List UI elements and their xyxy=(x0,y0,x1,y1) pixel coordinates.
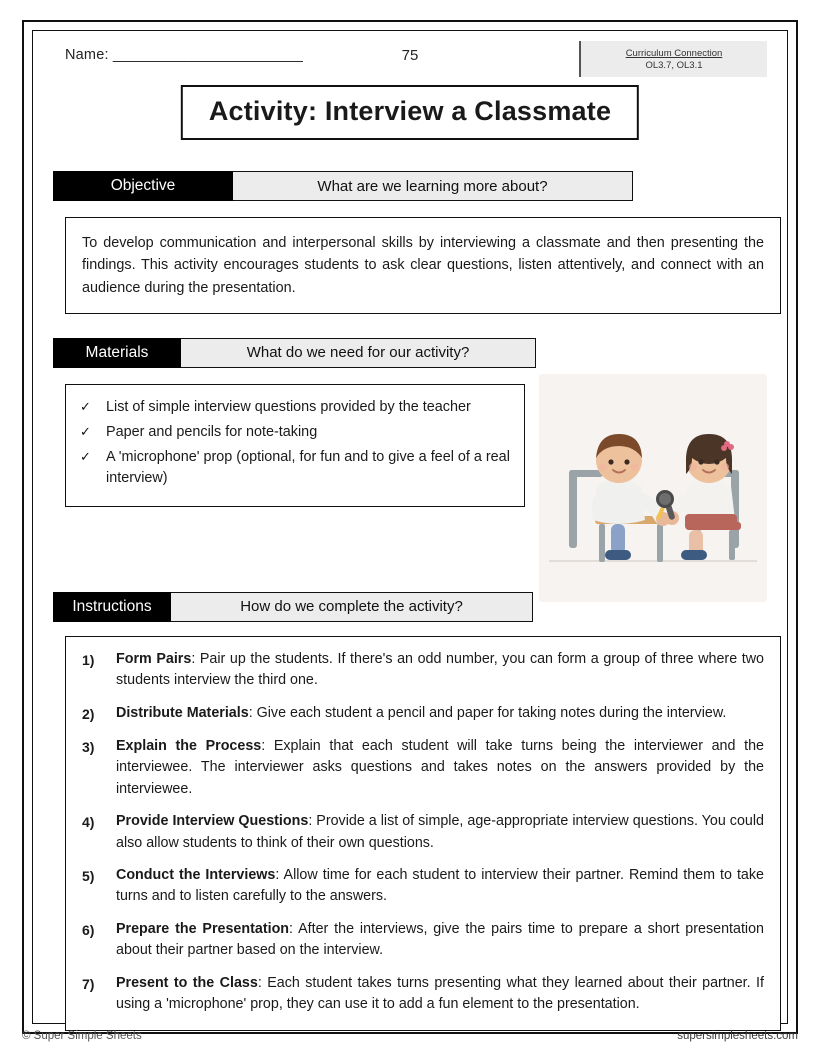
list-item xyxy=(82,973,764,1016)
step-lead: Prepare the Presentation xyxy=(116,920,290,937)
two-students-interview-illustration xyxy=(539,374,767,602)
step-lead: Present to the Class xyxy=(116,974,258,991)
curriculum-connection-badge xyxy=(579,41,767,77)
list-item xyxy=(82,919,764,962)
step-body: : After the interviews, give the pairs time to prepare a short presentation about their partner based on the interview. xyxy=(116,920,764,959)
title-area xyxy=(53,85,767,147)
objective-text-box: To develop communication and interpersonal skills by interviewing a classmate and then presenting the findings. This activity encourages students to ask clear questions, listen attentively, and connect with an audience during the presentation. xyxy=(65,217,781,314)
list-item xyxy=(82,703,764,725)
step-body: : Explain that each student will take turns being the interviewer and the interviewee. The interviewer asks questions and takes notes on the answers provided by the interviewee. xyxy=(116,737,764,797)
step-text xyxy=(116,736,764,800)
page-title: Activity: Interview a Classmate xyxy=(181,85,639,140)
list-item-label: List of simple interview questions provided by the teacher xyxy=(106,398,471,415)
step-body: : Give each student a pencil and paper for taking notes during the interview. xyxy=(248,704,727,721)
materials-list-box xyxy=(65,384,525,508)
step-text xyxy=(116,865,764,908)
step-body: : Each student takes turns presenting what they learned about their partner. If using a 'microphone' prop, they can use it to add a fun element to the presentation. xyxy=(116,974,764,1013)
list-item xyxy=(82,649,764,692)
page-number: 75 xyxy=(401,47,419,64)
list-item-label: A 'microphone' prop (optional, for fun and to give a feel of a real interview) xyxy=(106,448,510,486)
step-body: : Provide a list of simple, age-appropriate interview questions. You could also allow students to think of their own questions. xyxy=(116,813,764,851)
check-icon: ✓ xyxy=(80,448,91,464)
list-item-label: Paper and pencils for note-taking xyxy=(106,423,318,440)
curriculum-connection-codes: OL3.7, OL3.1 xyxy=(645,59,703,71)
step-text xyxy=(116,919,764,962)
check-icon: ✓ xyxy=(80,423,91,439)
step-text xyxy=(116,703,764,725)
step-lead: Explain the Process xyxy=(116,737,262,754)
step-number: 1) xyxy=(82,651,95,668)
check-icon: ✓ xyxy=(80,398,91,414)
worksheet-content xyxy=(33,31,787,1023)
objective-question: What are we learning more about? xyxy=(233,171,633,201)
step-text xyxy=(116,973,764,1016)
step-text xyxy=(116,649,764,692)
step-lead: Provide Interview Questions xyxy=(116,813,309,830)
step-number: 3) xyxy=(82,738,95,755)
list-item xyxy=(82,811,764,854)
materials-question: What do we need for our activity? xyxy=(181,338,536,368)
footer-website[interactable]: supersimplesheets.com xyxy=(677,1030,798,1042)
step-number: 7) xyxy=(82,975,95,992)
step-body: : Allow time for each student to interview their partner. Remind them to take turns and to listen carefully to the answers. xyxy=(116,867,764,905)
list-item xyxy=(82,736,764,800)
instructions-tag: Instructions xyxy=(53,592,171,622)
objective-header xyxy=(53,171,767,201)
step-body: : Pair up the students. If there's an odd number, you can form a group of three where two students interview the third one. xyxy=(116,650,764,689)
step-lead: Conduct the Interviews xyxy=(116,867,276,884)
objective-tag: Objective xyxy=(53,171,233,201)
list-item xyxy=(80,447,510,489)
name-field-label[interactable]: Name: _______________________ xyxy=(65,47,304,63)
list-item xyxy=(80,397,510,418)
list-item xyxy=(80,422,510,443)
worksheet-inner-border xyxy=(32,30,788,1024)
step-number: 4) xyxy=(82,814,95,831)
instructions-list-box xyxy=(65,636,781,1031)
step-lead: Form Pairs xyxy=(116,650,192,667)
curriculum-connection-title: Curriculum Connection xyxy=(625,47,723,59)
materials-tag: Materials xyxy=(53,338,181,368)
worksheet-page xyxy=(22,20,798,1034)
step-number: 2) xyxy=(82,705,95,722)
step-lead: Distribute Materials xyxy=(116,704,249,721)
materials-header xyxy=(53,338,767,368)
footer xyxy=(22,1030,798,1042)
step-number: 6) xyxy=(82,921,95,938)
step-text xyxy=(116,811,764,854)
list-item xyxy=(82,865,764,908)
materials-row xyxy=(53,384,767,574)
header xyxy=(53,31,767,83)
instructions-question: How do we complete the activity? xyxy=(171,592,533,622)
step-number: 5) xyxy=(82,868,95,885)
footer-copyright: © Super Simple Sheets xyxy=(22,1030,142,1042)
